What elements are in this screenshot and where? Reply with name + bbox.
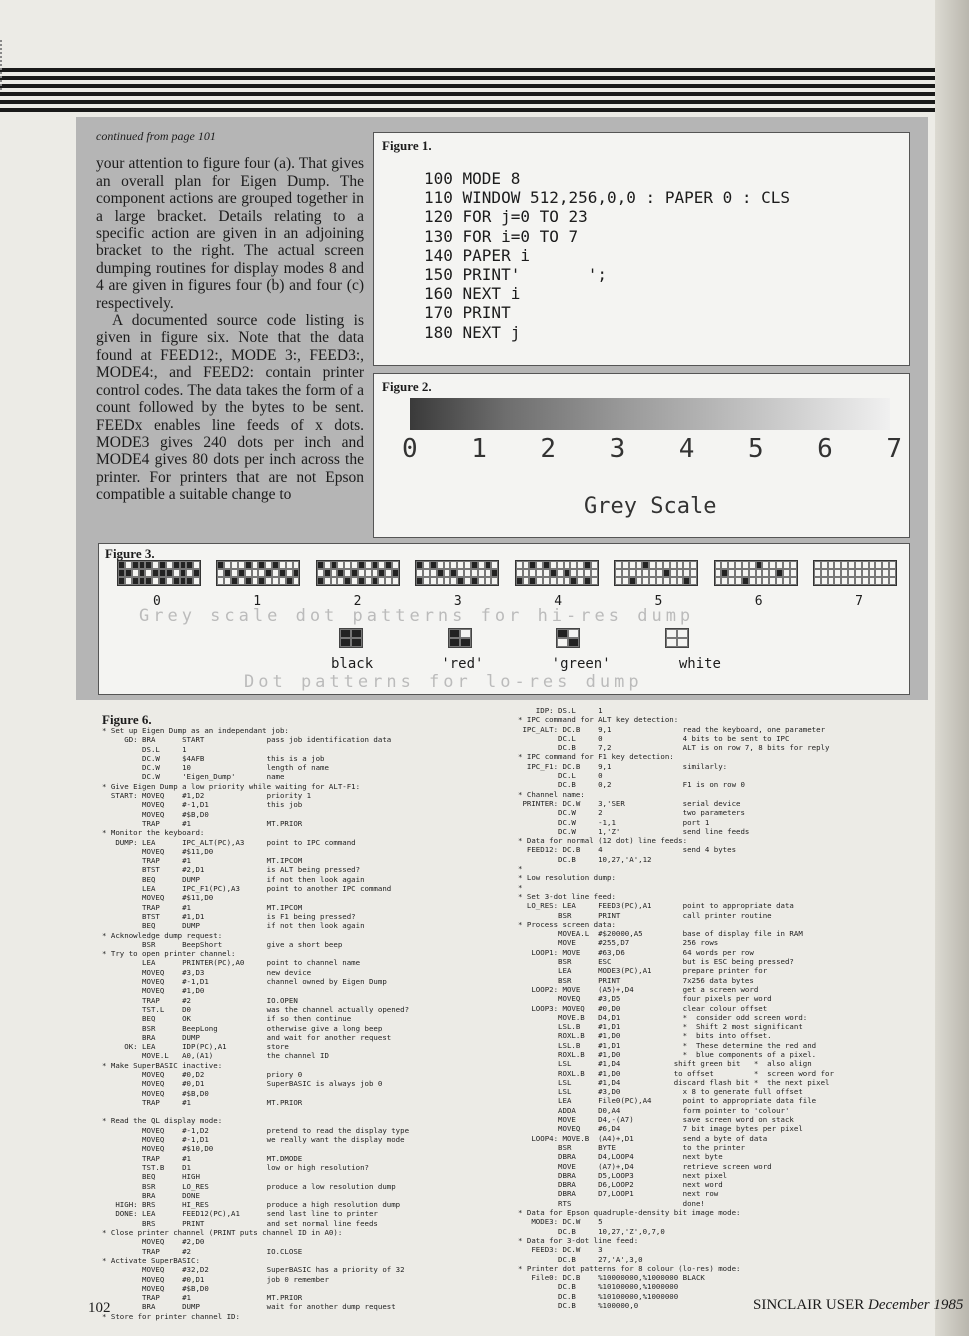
pattern-number: 0 [153,594,161,609]
dot-pattern [714,560,798,586]
figure-2 [373,373,910,538]
lo-res-pattern-black [339,628,363,648]
lo-res-pattern-white [665,628,689,648]
paragraph-1: your attention to figure four (a). That gives an overall plan for Eigen Dump. The component actions are grouped together in a large bracket. Details relating to a specific action are given in an adjoining bracket to the right. The actual screen dumping routines for display modes 8 and 4 are given in figures four (b) and four (c) respectively. [96,155,364,312]
colour-name: black [331,656,374,672]
figure-1 [373,132,910,366]
grey-number: 4 [678,434,695,464]
lo-res-pattern-red [448,628,472,648]
pattern-number: 4 [554,594,563,609]
pattern-number: 7 [855,594,863,609]
colour-name: white [678,656,721,672]
pattern-number: 1 [253,594,262,609]
basic-listing: 100 MODE 8 110 WINDOW 512,256,0,0 : PAPER 0 : CLS 120 FOR j=0 TO 23 130 FOR i=0 TO 7 140 PAPER i 150 PRINT' '; 160 NEXT i 170 PRINT 180 NEXT j [424,169,791,342]
grey-gradient [410,398,890,430]
pattern-number: 5 [654,594,663,609]
assembly-listing-right: IDP: DS.L 1 * IPC command for ALT key detection: IPC_ALT: DC.B 9,1 read the keyboard, one parameter DC.L 0 4 bits to be sent to IPC DC.B 7,2 ALT is on row 7, 8 bits for reply * IPC command for F1 key detection: IPC_F1: DC.B 9,1 similarly: DC.L 0 DC.B 0,2 F1 is on row 0 * Channel name: PRINTER: DC.W 3,'SER serial device DC.W 2 two parameters DC.W -1,1 port 1 DC.W 1,'Z' send line feeds * Data for normal (12 dot) line feeds: FEED12: DC.B 4 send 4 bytes DC.B 10,27,'A',12 * * Low resolution dump: * * Set 3-dot line feed: LO_RES: LEA FEED3(PC),A1 point to appropriate data BSR PRINT call printer routine * Process screen data: MOVEA.L #$20000,A5 base of display file in RAM MOVE #255,D7 256 rows LOOP1: MOVE #63,D6 64 words per row BSR ESC but is ESC being pressed? LEA MODE3(PC),A1 prepare printer for BSR PRINT 7x256 data bytes LOOP2: MOVE (A5)+,D4 get a screen word MOVEQ #3,D5 four pixels per word LOOP3: MOVEQ #0,D0 clear colour offset MOVE.B D4,D1 * consider odd screen word: LSL.B #1,D1 * Shift 2 most significant ROXL.B #1,D0 * bits into offset. LSL.B #1,D1 * These determine the red and ROXL.B #1,D0 * blue components of a pixel. LSL #1,D4 shift green bit * also align ROXL.B #1,D0 to offset * screen word for LSL #1,D4 discard flash bit * the next pixel LSL #3,D0 x 8 to generate full offset LEA File0(PC),A4 point to appropriate data file ADDA D0,A4 form pointer to 'colour' MOVE D4,-(A7) save screen word on stack MOVEQ #6,D4 7 bit image bytes per pixel LOOP4: MOVE.B (A4)+,D1 send a byte of data BSR BYTE to the printer DBRA D4,LOOP4 next byte MOVE (A7)+,D4 retrieve screen word DBRA D5,LOOP3 next pixel DBRA D6,LOOP2 next word DBRA D7,LOOP1 next row RTS done! * Data for Epson quadruple-density bit image mode: MODE3: DC.W 5 DC.B 10,27,'Z',0,7,0 * Data for 3-dot line feed: FEED3: DC.W 3 DC.B 27,'A',3,0 * Printer dot patterns for 8 colour (lo-res) mode: File0: DC.B %10000000,%1000000 BLACK DC.B %10100000,%1000000 DC.B %10100000,%1000000 DC.B %100000,0 [518,706,834,1310]
assembly-listing-left: * Set up Eigen Dump as an independant job: GD: BRA START pass job identification data DS.L 1 DC.W $4AFB this is a job DC.W 10 length of name DC.W 'Eigen_Dump' name * Give Eigen Dump a low priority while waiting for ALT-F1: START: MOVEQ #1,D2 priority 1 MOVEQ #-1,D1 this job MOVEQ #$B,D0 TRAP #1 MT.PRIOR * Monitor the keyboard: DUMP: LEA IPC_ALT(PC),A3 point to IPC command MOVEQ #$11,D0 TRAP #1 MT.IPCOM BTST #2,D1 is ALT being pressed? BEQ DUMP if not then look again LEA IPC_F1(PC),A3 point to another IPC command MOVEQ #$11,D0 TRAP #1 MT.IPCOM BTST #1,D1 is F1 being pressed? BEQ DUMP if not then look again * Acknowledge dump request: BSR BeepShort give a short beep * Try to open printer channel: LEA PRINTER(PC),A0 point to channel name MOVEQ #3,D3 new device MOVEQ #-1,D1 channel owned by Eigen Dump MOVEQ #1,D0 TRAP #2 IO.OPEN TST.L D0 was the channel actually opened? BEQ OK if so then continue BSR BeepLong otherwise give a long beep BRA DUMP and wait for another request OK: LEA IDP(PC),A1 store MOVE.L A0,(A1) the channel ID * Make SuperBASIC inactive: MOVEQ #0,D2 priory 0 MOVEQ #0,D1 SuperBASIC is always job 0 MOVEQ #$B,D0 TRAP #1 MT.PRIOR * Read the QL display mode: MOVEQ #-1,D2 pretend to read the display type MOVEQ #-1,D1 we really want the display mode MOVEQ #$10,D0 TRAP #1 MT.DMODE TST.B D1 low or high resolution? BEQ HIGH BSR LO_RES produce a low resolution dump BRA DONE HIGH: BRS HI_RES produce a high resolution dump DONE: LEA FEED12(PC),A1 send last line to printer BRS PRINT and set normal line feeds * Close printer channel (PRINT puts channel ID in A0): MOVEQ #2,D0 TRAP #2 IO.CLOSE * Activate SuperBASIC: MOVEQ #32,D2 SuperBASIC has a priority of 32 MOVEQ #0,D1 job 0 remember MOVEQ #$B,D0 TRAP #1 MT.PRIOR BRA DUMP wait for another dump request * Store for printer channel ID: [102,726,410,1321]
dot-pattern [415,560,499,586]
grey-number: 1 [471,434,487,464]
figure-2-label: Figure 2. [382,379,432,394]
hi-res-patterns [117,560,897,586]
figure-3-label: Figure 3. [105,546,155,561]
colour-name: 'red' [441,656,484,672]
dot-pattern [813,560,897,586]
hi-res-caption: Grey scale dot patterns for hi-res dump [139,606,695,626]
figure-6-label: Figure 6. [102,712,152,727]
figure-1-label: Figure 1. [382,138,432,153]
grey-number: 5 [747,434,764,464]
pattern-number: 3 [453,594,462,609]
lo-res-pattern-green [556,628,580,648]
pattern-number: 2 [353,594,362,609]
article-column [96,128,364,504]
continued-note: continued from page 101 [96,129,216,143]
grey-scale-numbers [402,434,902,464]
grey-number: 6 [817,434,833,464]
colour-name: 'green' [551,656,611,672]
dot-pattern [614,560,698,586]
lo-res-patterns [339,628,689,648]
grey-scale-title: Grey Scale [584,494,717,519]
dot-pattern [515,560,599,586]
binding-edge [0,40,16,90]
running-footer [753,1297,963,1314]
grey-number: 2 [540,434,557,464]
page-edge [935,0,969,1336]
lo-res-caption: Dot patterns for lo-res dump [244,672,643,692]
grey-number: 0 [402,434,418,464]
paragraph-2: A documented source code listing is given in figure six. Note that the data found at FEED12:, MODE 3:, FEED3:, MODE4:, and FEED2: contain printer control codes. The data takes the form of a count followed by the bytes to be sent. FEEDx enables line feeds of x dots. MODE3 gives 240 dots per inch and MODE4 gives 80 dots per inch across the printer. For printers that are not Epson compatible a suitable change to [96,312,364,504]
dot-pattern [216,560,300,586]
figure-3 [98,543,910,695]
dot-pattern [316,560,400,586]
page-number: 102 [88,1300,111,1316]
lo-res-names [331,656,721,672]
dot-pattern [117,560,201,586]
pattern-number: 6 [754,594,763,609]
grey-number: 7 [886,434,902,464]
issue-date: December 1985 [868,1297,964,1313]
magazine-name: SINCLAIR USER [753,1297,865,1313]
grey-number: 3 [609,434,626,464]
